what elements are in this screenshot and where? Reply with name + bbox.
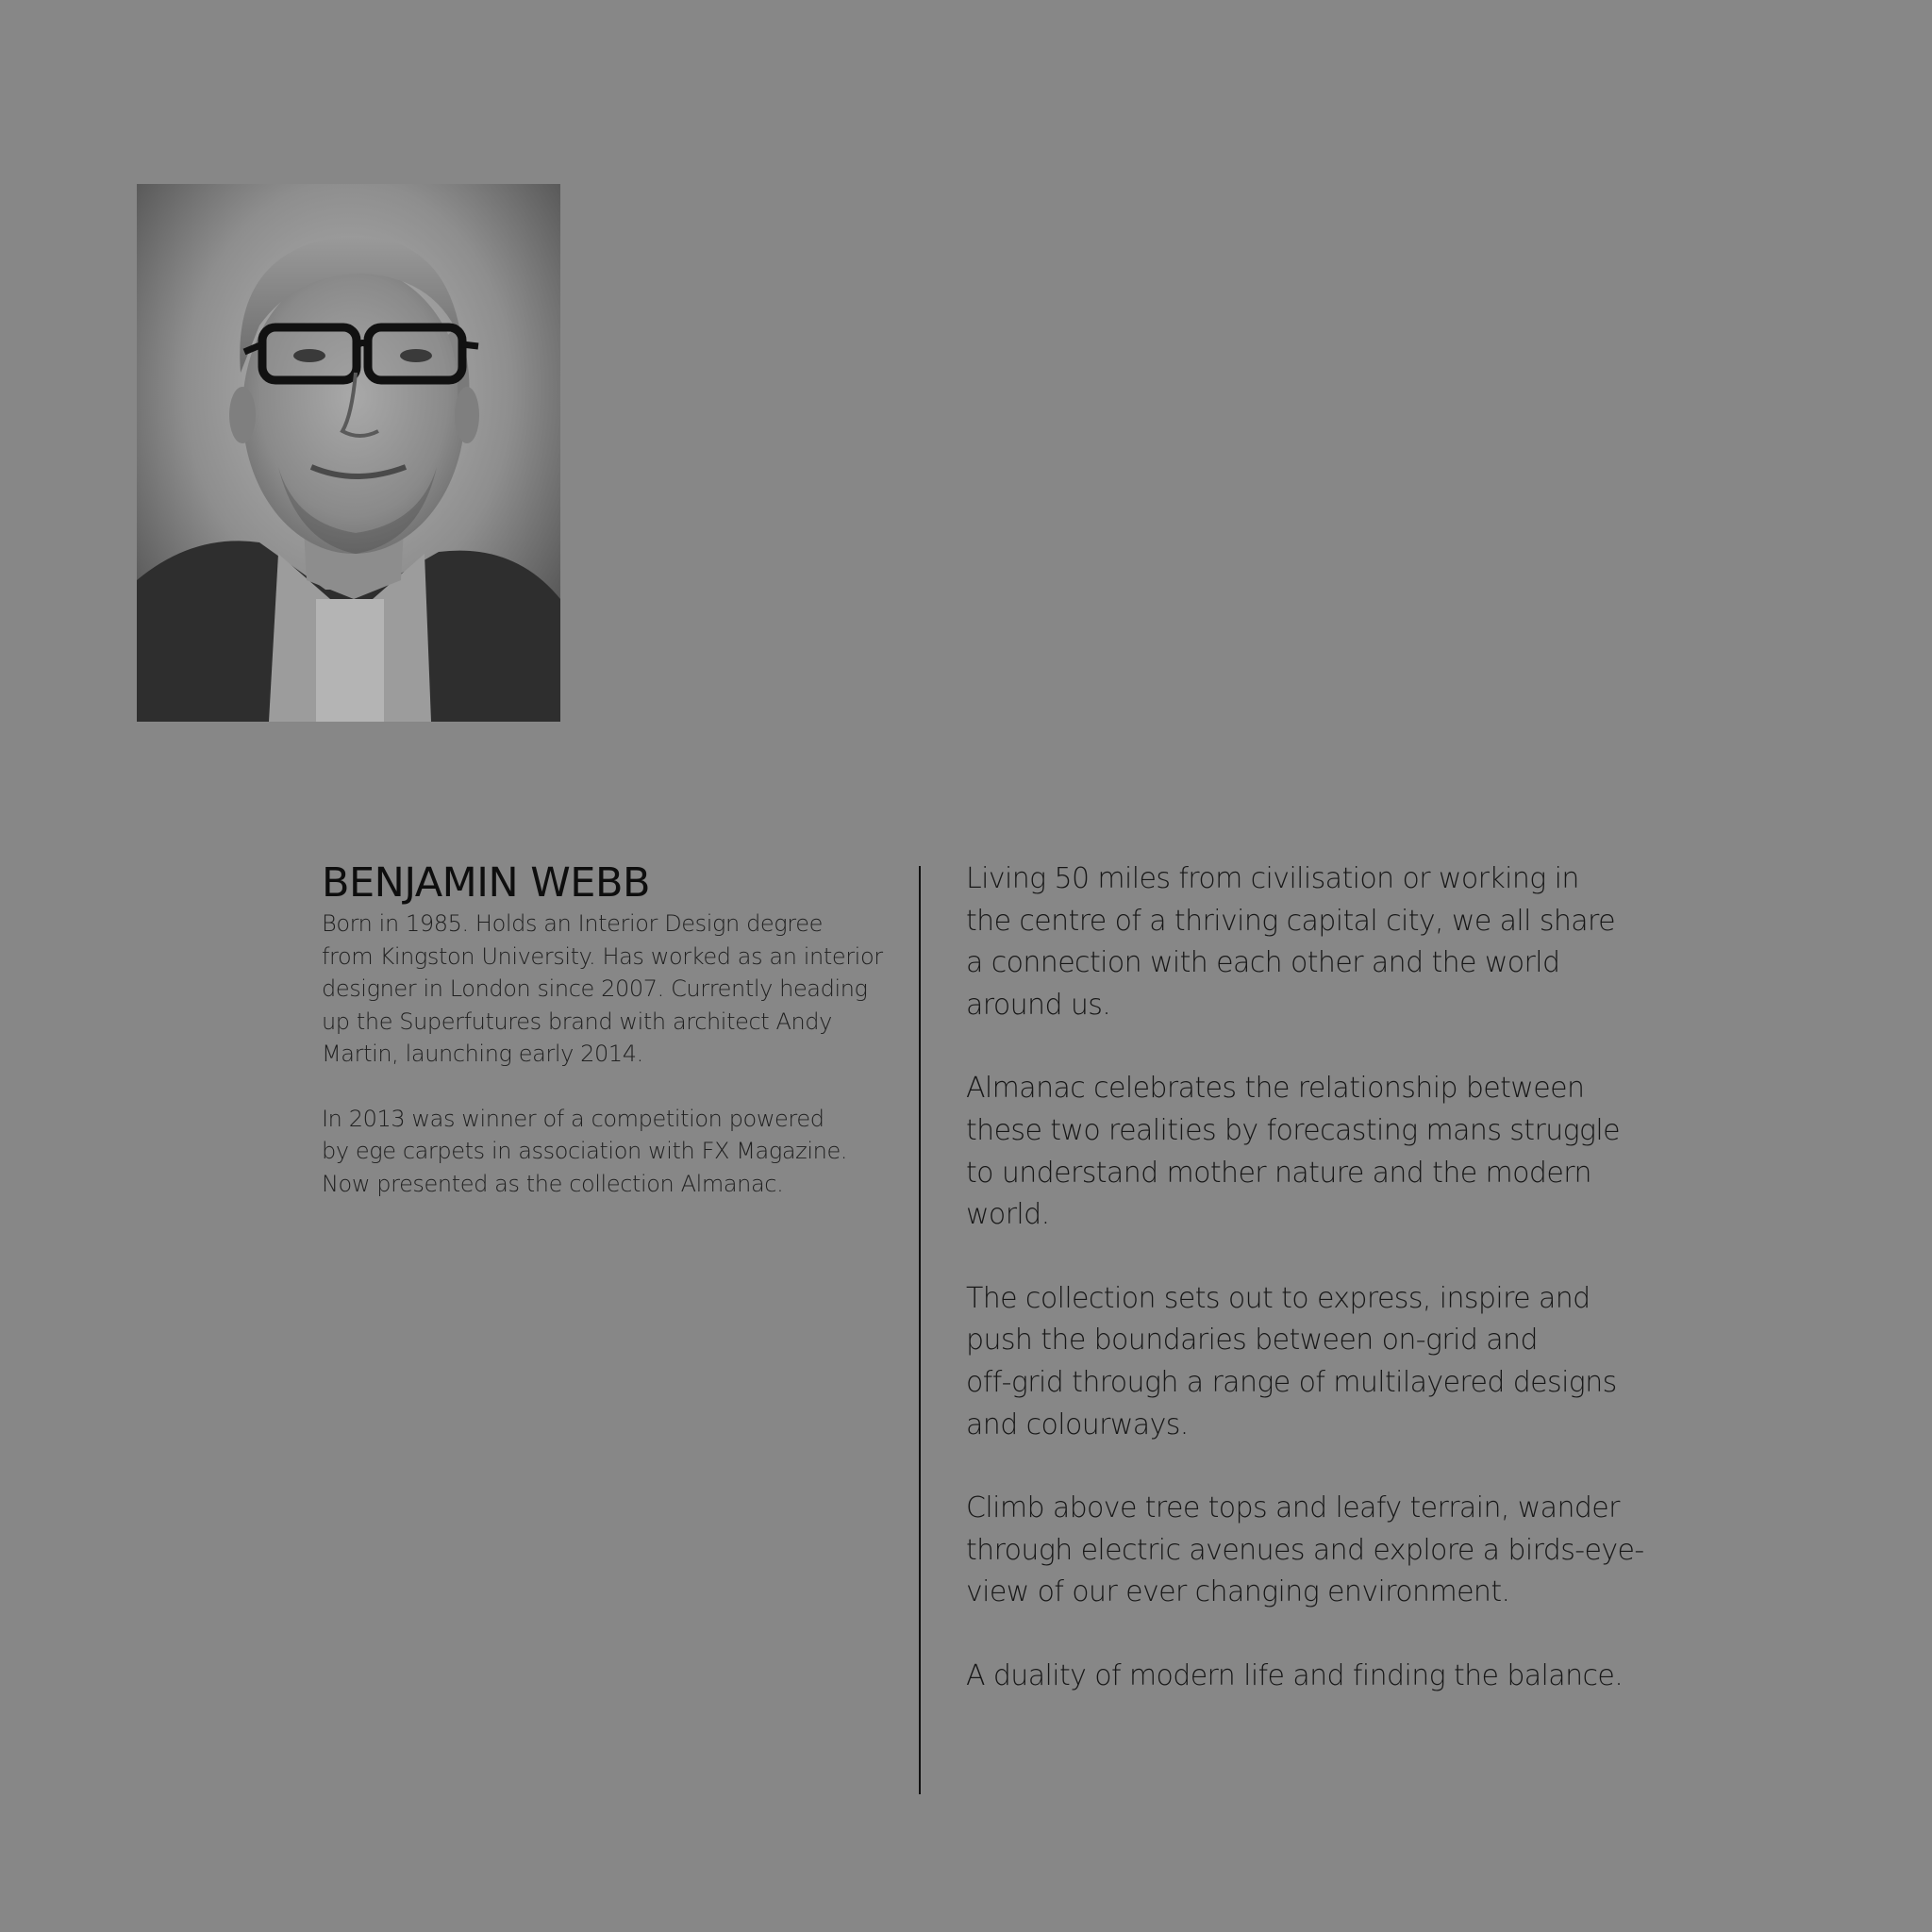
statement-line: to understand mother nature and the modern [966,1156,1591,1190]
statement-line: off-grid through a range of multilayered designs [966,1365,1617,1399]
statement-line: these two realities by forecasting mans struggle [966,1113,1621,1147]
biography [322,860,888,1200]
statement-paragraph [966,1656,1645,1698]
bio-line: up the Superfutures brand with architect Andy [322,1008,832,1035]
statement-line: and colourways. [966,1407,1189,1441]
statement-line: through electric avenues and explore a birds-eye- [966,1533,1644,1567]
bio-line: by ege carpets in association with FX Magazine. [322,1138,848,1164]
statement-line: Almanac celebrates the relationship between [966,1072,1585,1106]
bio-line: In 2013 was winner of a competition powered [322,1105,824,1132]
statement-line: the centre of a thriving capital city, we all share [966,904,1615,938]
statement-paragraph [966,1068,1645,1236]
statement-line: world. [966,1198,1050,1232]
statement-line: push the boundaries between on-grid and [966,1324,1538,1357]
statement-line: The collection sets out to express, inspire and [966,1281,1591,1315]
statement-paragraph [966,858,1645,1026]
bio-line: from Kingston University. Has worked as an interior [322,942,883,970]
bio-line: Born in 1985. Holds an Interior Design degree [322,910,823,937]
statement-paragraph [966,1278,1645,1446]
statement-line: view of our ever changing environment. [966,1575,1510,1609]
statement-line: Living 50 miles from civilisation or working in [966,862,1579,895]
bio-paragraph [322,908,888,1071]
collection-statement [966,858,1645,1698]
statement-line: Climb above tree tops and leafy terrain, wander [966,1491,1620,1525]
statement-line: around us. [966,988,1111,1022]
statement-line: A duality of modern life and finding the balance. [966,1658,1624,1692]
column-divider [919,866,921,1794]
statement-paragraph [966,1488,1645,1614]
bio-paragraph [322,1103,888,1201]
portrait-photo [137,184,560,722]
bio-line: Now presented as the collection Almanac. [322,1170,784,1197]
designer-name: BENJAMIN WEBB [322,859,650,907]
statement-line: a connection with each other and the world [966,946,1560,980]
bio-line: Martin, launching early 2014. [322,1041,643,1067]
bio-line: designer in London since 2007. Currently heading [322,975,868,1002]
